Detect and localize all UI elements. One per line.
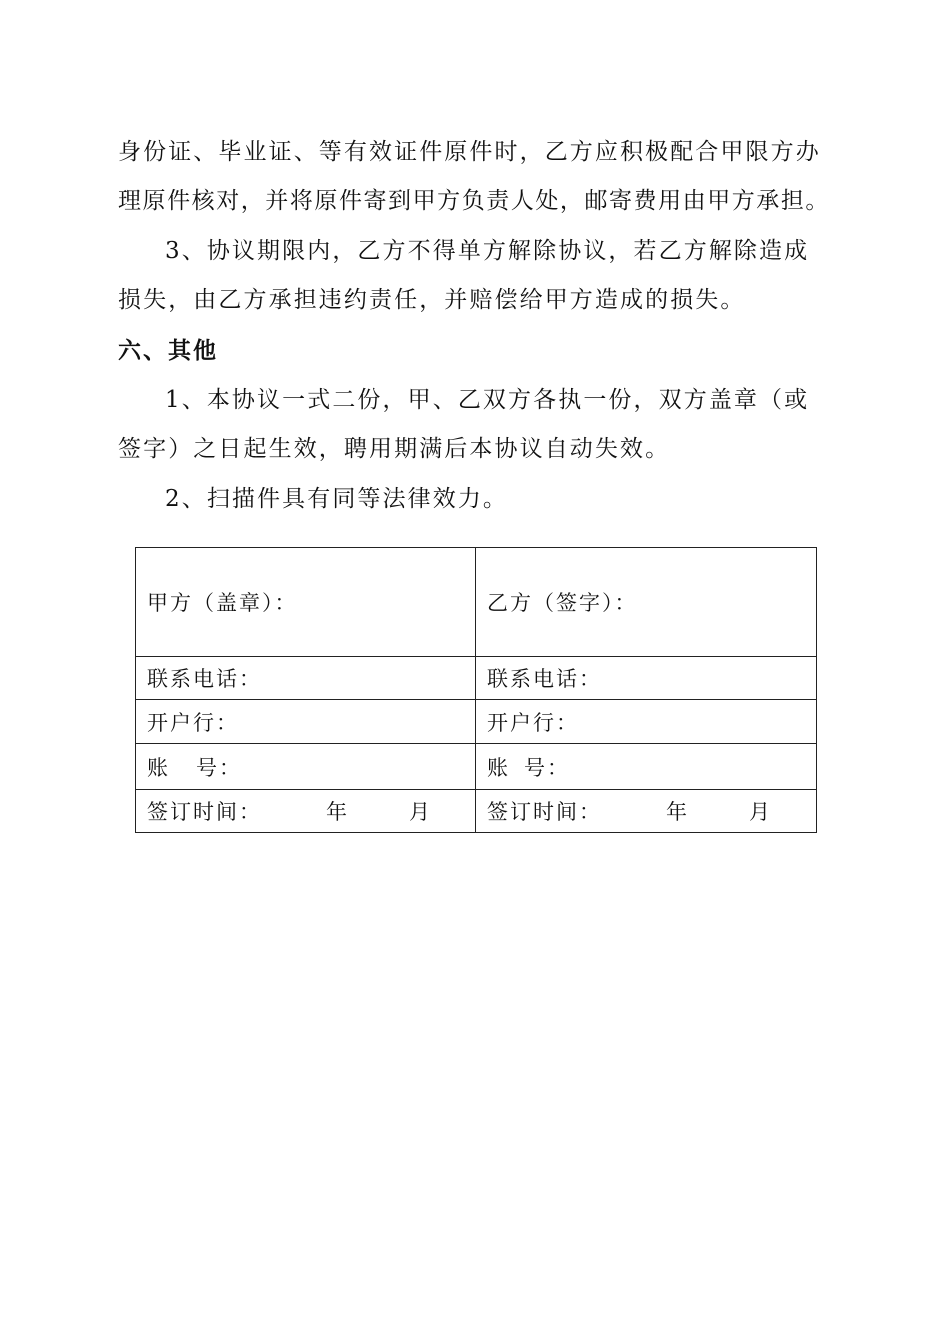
table-row bbox=[136, 744, 817, 790]
party-b-account-char2: 号： bbox=[524, 755, 570, 780]
party-a-phone-cell bbox=[136, 657, 476, 700]
party-a-stamp-label: 甲方（盖章）： bbox=[147, 591, 298, 615]
party-b-phone-cell bbox=[476, 657, 817, 700]
party-b-date-cell bbox=[476, 790, 817, 833]
paragraph-line: 签字）之日起生效，聘用期满后本协议自动失效。 bbox=[118, 436, 671, 462]
party-b-bank-label: 开户行： bbox=[487, 710, 579, 735]
clause-2-line: 2、扫描件具有同等法律效力。 bbox=[165, 486, 509, 512]
party-a-bank-cell bbox=[136, 700, 476, 744]
table-row bbox=[136, 657, 817, 700]
clause-3-line: 3、协议期限内，乙方不得单方解除协议，若乙方解除造成 bbox=[165, 238, 810, 264]
party-a-account-char1: 账 bbox=[147, 755, 170, 780]
paragraph-line: 理原件核对，并将原件寄到甲方负责人处，邮寄费用由甲方承担。 bbox=[118, 188, 830, 214]
party-a-date-label: 签订时间： bbox=[147, 800, 262, 824]
party-b-account-cell bbox=[476, 744, 817, 790]
clause-1-line: 1、本协议一式二份，甲、乙双方各执一份，双方盖章（或 bbox=[165, 387, 810, 413]
party-b-date-label: 签订时间： bbox=[487, 800, 602, 824]
party-a-phone-label: 联系电话： bbox=[147, 667, 262, 691]
party-a-month-label: 月 bbox=[409, 800, 432, 824]
section-heading-other: 六、其他 bbox=[118, 337, 218, 364]
table-row bbox=[136, 700, 817, 744]
party-b-year-label: 年 bbox=[666, 800, 689, 824]
party-b-bank-cell bbox=[476, 700, 817, 744]
party-a-stamp-cell bbox=[136, 548, 476, 657]
party-b-sign-label: 乙方（签字）： bbox=[487, 591, 638, 615]
party-b-sign-cell bbox=[476, 548, 817, 657]
table-row bbox=[136, 548, 817, 657]
paragraph-line: 身份证、毕业证、等有效证件原件时，乙方应积极配合甲限方办 bbox=[118, 139, 821, 165]
table-row bbox=[136, 790, 817, 833]
party-a-account-char2: 号： bbox=[196, 755, 242, 780]
paragraph-line: 损失，由乙方承担违约责任，并赔偿给甲方造成的损失。 bbox=[118, 287, 746, 313]
party-a-year-label: 年 bbox=[326, 800, 349, 824]
party-b-phone-label: 联系电话： bbox=[487, 667, 602, 691]
party-a-date-cell bbox=[136, 790, 476, 833]
signature-table bbox=[135, 547, 817, 833]
party-b-account-char1: 账 bbox=[487, 755, 510, 780]
party-a-account-cell bbox=[136, 744, 476, 790]
party-a-bank-label: 开户行： bbox=[147, 710, 239, 735]
party-b-month-label: 月 bbox=[749, 800, 772, 824]
